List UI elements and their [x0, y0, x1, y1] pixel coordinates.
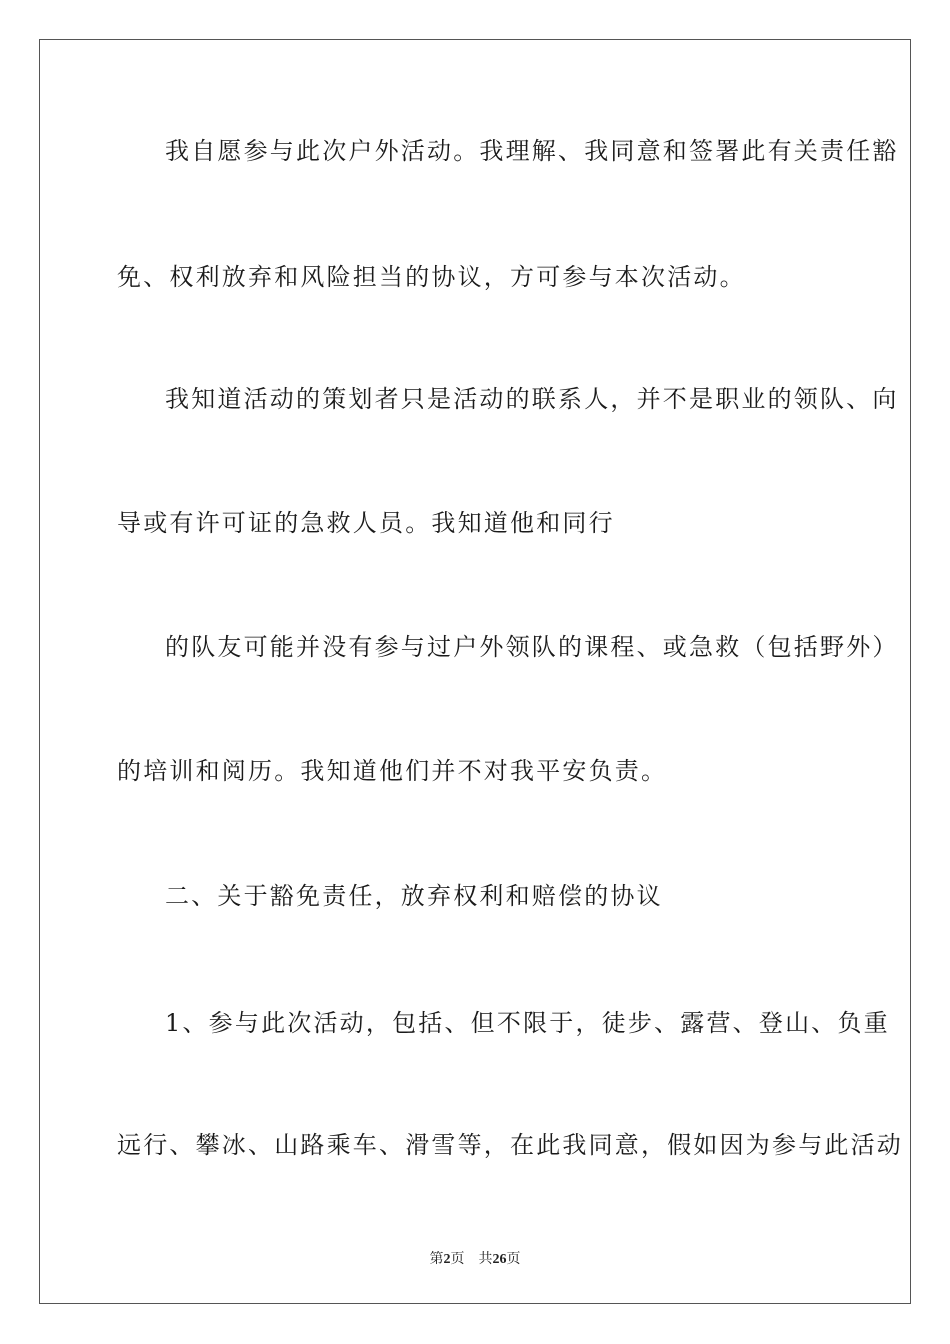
paragraph-line: 免、权利放弃和风险担当的协议，方可参与本次活动。	[117, 263, 746, 291]
paragraph-line: 我知道活动的策划者只是活动的联系人，并不是职业的领队、向	[165, 385, 899, 413]
page-footer	[0, 1248, 950, 1268]
current-page-number: 2	[443, 1252, 451, 1267]
section-heading: 二、关于豁免责任，放弃权利和赔偿的协议	[165, 882, 663, 910]
total-page-count: 26	[492, 1252, 507, 1267]
paragraph-line: 远行、攀冰、山路乘车、滑雪等，在此我同意，假如因为参与此活动	[117, 1131, 903, 1159]
paragraph-line: 1、参与此次活动，包括、但不限于，徒步、露营、登山、负重	[165, 1009, 890, 1037]
total-label-suffix: 页	[506, 1252, 521, 1267]
paragraph-line: 的培训和阅历。我知道他们并不对我平安负责。	[117, 757, 668, 785]
paragraph-line: 导或有许可证的急救人员。我知道他和同行	[117, 509, 615, 537]
page-border	[39, 39, 911, 1304]
paragraph-line: 我自愿参与此次户外活动。我理解、我同意和签署此有关责任豁	[165, 137, 899, 165]
page-label-prefix: 第	[429, 1252, 444, 1267]
total-label-prefix: 共	[478, 1252, 493, 1267]
page-label-suffix: 页	[450, 1252, 465, 1267]
paragraph-line: 的队友可能并没有参与过户外领队的课程、或急救（包括野外）	[165, 633, 899, 661]
